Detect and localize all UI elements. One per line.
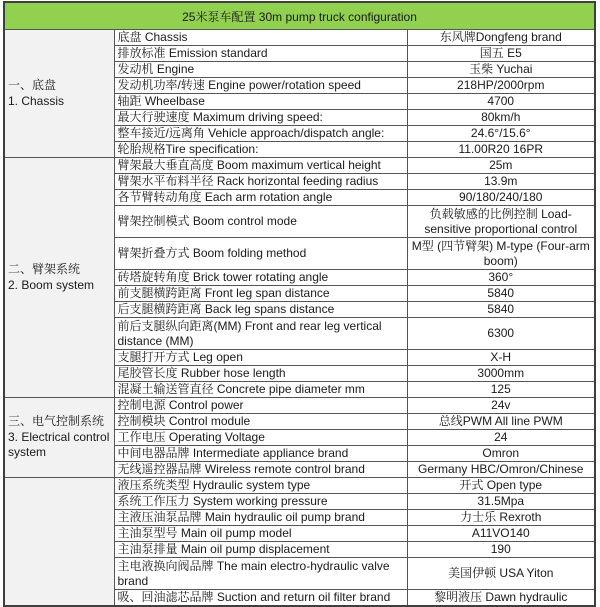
value-cell: 美国伊顿 USA Yiton xyxy=(407,558,595,590)
param-cell: 前后支腿纵向距离(MM) Front and rear leg vertical distance (MM) xyxy=(114,318,407,350)
param-cell: 臂架控制模式 Boom control mode xyxy=(114,206,407,238)
value-cell: 190 xyxy=(407,542,595,558)
section-label-2 xyxy=(4,158,114,398)
param-cell: 吸、回油滤芯品牌 Suction and return oil filter brand xyxy=(114,590,407,607)
param-cell: 发动机 Engine xyxy=(114,62,407,78)
value-cell: 24.6°/15.6° xyxy=(407,126,595,142)
value-cell: 31.5Mpa xyxy=(407,494,595,510)
value-cell: 5840 xyxy=(407,286,595,302)
value-cell: 4700 xyxy=(407,94,595,110)
param-cell: 轴距 Wheelbase xyxy=(114,94,407,110)
value-cell: 东风牌Dongfeng brand xyxy=(407,30,595,46)
table-row xyxy=(4,158,595,174)
section-label-en: 1. Chassis xyxy=(8,93,65,108)
param-cell: 臂架折叠方式 Boom folding method xyxy=(114,238,407,270)
value-cell: 开式 Open type xyxy=(407,478,595,494)
param-cell: 主油泵排量 Main oil pump displacement xyxy=(114,542,407,558)
value-cell: 3000mm xyxy=(407,366,595,382)
value-cell: Germany HBC/Omron/Chinese xyxy=(407,462,595,478)
param-cell: 无线遥控器品牌 Wireless remote control brand xyxy=(114,462,407,478)
param-cell: 底盘 Chassis xyxy=(114,30,407,46)
section-label-zh: 二、臂架系统 xyxy=(8,261,81,276)
param-cell: 控制模块 Control module xyxy=(114,414,407,430)
param-cell: 轮胎规格Tire specification: xyxy=(114,142,407,158)
value-cell: X-H xyxy=(407,350,595,366)
value-cell: 360° xyxy=(407,270,595,286)
value-cell: 25m xyxy=(407,158,595,174)
value-cell: 24 xyxy=(407,430,595,446)
section-label-1 xyxy=(4,30,114,158)
section-label-en: 3. Electrical control system xyxy=(8,429,110,460)
value-cell: 力士乐 Rexroth xyxy=(407,510,595,526)
value-cell: 玉柴 Yuchai xyxy=(407,62,595,78)
param-cell: 系统工作压力 System working pressure xyxy=(114,494,407,510)
param-cell: 尾胶管长度 Rubber hose length xyxy=(114,366,407,382)
param-cell: 主电液换向阀品牌 The main electro-hydraulic valve brand xyxy=(114,558,407,590)
param-cell: 主液压油泵品牌 Main hydraulic oil pump brand xyxy=(114,510,407,526)
section-label-3 xyxy=(4,398,114,478)
param-cell: 前支腿横跨距离 Front leg span distance xyxy=(114,286,407,302)
param-cell: 混凝土输送管直径 Concrete pipe diameter mm xyxy=(114,382,407,398)
param-cell: 液压系统类型 Hydraulic system type xyxy=(114,478,407,494)
value-cell: 黎明液压 Dawn hydraulic xyxy=(407,590,595,607)
param-cell: 中间电器品牌 Intermediate appliance brand xyxy=(114,446,407,462)
param-cell: 整车接近/远离角 Vehicle approach/dispatch angle: xyxy=(114,126,407,142)
value-cell: A11VO140 xyxy=(407,526,595,542)
table-title: 25米泵车配置 30m pump truck configuration xyxy=(4,2,595,30)
param-cell: 控制电源 Control power xyxy=(114,398,407,414)
table-row xyxy=(4,398,595,414)
value-cell: 80km/h xyxy=(407,110,595,126)
value-cell: 125 xyxy=(407,382,595,398)
param-cell: 发动机功率/转速 Engine power/rotation speed xyxy=(114,78,407,94)
param-cell: 臂架水平布料半径 Rack horizontal feeding radius xyxy=(114,174,407,190)
table-row xyxy=(4,30,595,46)
param-cell: 排放标准 Emission standard xyxy=(114,46,407,62)
value-cell: M型 (四节臂架) M-type (Four-arm boom) xyxy=(407,238,595,270)
section-label-en: 2. Boom system xyxy=(8,277,95,292)
param-cell: 支腿打开方式 Leg open xyxy=(114,350,407,366)
value-cell: 6300 xyxy=(407,318,595,350)
param-cell: 臂架最大垂直高度 Boom maximum vertical height xyxy=(114,158,407,174)
value-cell: 5840 xyxy=(407,302,595,318)
value-cell: 13.9m xyxy=(407,174,595,190)
param-cell: 主油泵型号 Main oil pump model xyxy=(114,526,407,542)
value-cell: 国五 E5 xyxy=(407,46,595,62)
value-cell: Omron xyxy=(407,446,595,462)
section-label-4 xyxy=(4,478,114,607)
value-cell: 负载敏感的比例控制 Load-sensitive proportional control xyxy=(407,206,595,238)
spec-table xyxy=(3,1,596,607)
section-label-zh: 三、电气控制系统 xyxy=(8,414,105,429)
table-header-row xyxy=(4,2,595,30)
value-cell: 90/180/240/180 xyxy=(407,190,595,206)
value-cell: 218HP/2000rpm xyxy=(407,78,595,94)
param-cell: 后支腿横跨距离 Back leg spans distance xyxy=(114,302,407,318)
param-cell: 各节臂转动角度 Each arm rotation angle xyxy=(114,190,407,206)
param-cell: 砖塔旋转角度 Brick tower rotating angle xyxy=(114,270,407,286)
value-cell: 24v xyxy=(407,398,595,414)
table-body xyxy=(4,30,595,607)
table-row xyxy=(4,478,595,494)
section-label-zh: 一、底盘 xyxy=(8,77,57,92)
value-cell: 11.00R20 16PR xyxy=(407,142,595,158)
value-cell: 总线PWM All line PWM xyxy=(407,414,595,430)
param-cell: 工作电压 Operating Voltage xyxy=(114,430,407,446)
param-cell: 最大行驶速度 Maximum driving speed: xyxy=(114,110,407,126)
